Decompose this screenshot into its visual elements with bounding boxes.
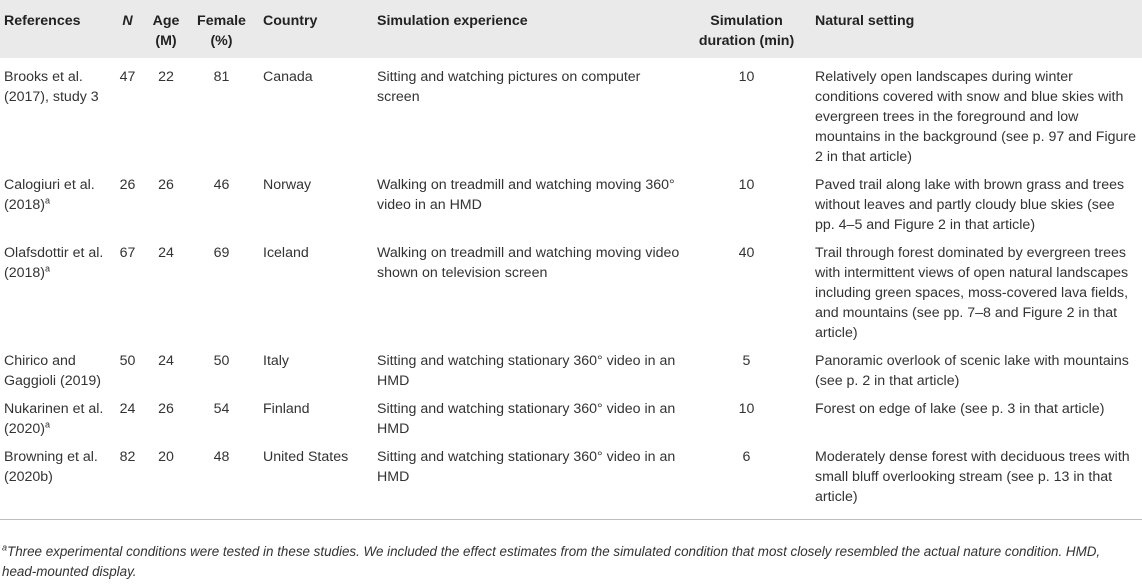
cell-female: 50	[213, 353, 230, 369]
reference-link[interactable]: Calogiuri et al. (2018)	[4, 177, 95, 213]
cell-n: 24	[119, 401, 136, 417]
header-age: Age (M)	[152, 13, 180, 49]
cell-reference	[0, 58, 111, 175]
footnote-marker: a	[45, 263, 51, 274]
cell-setting: Panoramic overlook of scenic lake with mountains (see p. 2 in that article)	[815, 353, 1129, 389]
cell-female: 81	[213, 69, 230, 85]
cell-country: Norway	[263, 177, 312, 193]
cell-country: Canada	[263, 69, 313, 85]
cell-n: 47	[119, 69, 136, 85]
table-row	[0, 58, 1142, 175]
header-duration: Simulation duration (min)	[698, 13, 795, 49]
cell-duration: 10	[738, 69, 755, 85]
cell-country: Italy	[263, 353, 290, 369]
cell-reference	[0, 399, 111, 447]
cell-experience: Walking on treadmill and watching moving video shown on television screen	[377, 245, 680, 281]
header-row	[0, 0, 1142, 58]
cell-duration: 40	[738, 245, 755, 261]
cell-female: 48	[188, 447, 255, 520]
cell-duration: 10	[738, 177, 755, 193]
cell-reference	[0, 243, 111, 351]
cell-country: United States	[255, 447, 369, 520]
cell-age: 26	[158, 401, 174, 417]
header-n: N	[122, 13, 133, 29]
cell-experience: Sitting and watching stationary 360° video in an HMD	[377, 401, 676, 437]
cell-experience: Sitting and watching pictures on computer screen	[377, 69, 641, 105]
cell-age: 24	[158, 245, 174, 261]
footnote-marker: a	[45, 195, 51, 206]
cell-reference	[0, 351, 111, 399]
table-header	[0, 0, 1142, 58]
table-row	[0, 447, 1142, 520]
header-experience: Simulation experience	[377, 13, 528, 29]
cell-reference	[0, 447, 111, 520]
cell-duration: 6	[686, 447, 807, 520]
reference-link[interactable]: Browning et al. (2020b)	[4, 449, 98, 485]
cell-setting: Moderately dense forest with deciduous trees with small bluff overlooking stream (see p. 13 in that article)	[807, 447, 1142, 520]
header-country: Country	[263, 13, 318, 29]
table-row	[0, 243, 1142, 351]
reference-link[interactable]: Chirico and Gaggioli (2019)	[4, 353, 102, 389]
cell-age: 22	[158, 69, 174, 85]
cell-duration: 10	[738, 401, 755, 417]
cell-n: 26	[119, 177, 136, 193]
header-female: Female (%)	[197, 13, 246, 49]
cell-age: 26	[158, 177, 174, 193]
cell-reference	[0, 175, 111, 243]
cell-experience: Sitting and watching stationary 360° video in an HMD	[377, 353, 676, 389]
reference-link[interactable]: Olafsdottir et al. (2018)	[4, 245, 104, 281]
cell-female: 54	[213, 401, 230, 417]
table-row	[0, 399, 1142, 447]
cell-country: Iceland	[263, 245, 309, 261]
cell-n: 67	[119, 245, 136, 261]
footnote-marker: a	[45, 419, 51, 430]
cell-country: Finland	[263, 401, 310, 417]
cell-n: 50	[119, 353, 136, 369]
cell-female: 46	[213, 177, 230, 193]
cell-setting: Paved trail along lake with brown grass and trees without leaves and partly cloudy blue skies (see pp. 4–5 and Figure 2 in that article)	[815, 177, 1125, 233]
footnote-marker: a	[2, 542, 8, 553]
cell-age: 24	[158, 353, 174, 369]
table-body	[0, 58, 1142, 520]
table-row	[0, 175, 1142, 243]
header-references: References	[4, 13, 81, 29]
footnote-text: Three experimental conditions were tested in these studies. We included the effect estimates from the simulated condition that most closely resembled the actual nature condition. HMD, head-mounted display.	[2, 544, 1101, 579]
cell-setting: Relatively open landscapes during winter conditions covered with snow and blue skies with evergreen trees in the foreground and low mountains in the background (see p. 97 and Figure 2 in that article)	[815, 69, 1136, 165]
cell-experience: Walking on treadmill and watching moving 360° video in an HMD	[377, 177, 675, 213]
table-row	[0, 351, 1142, 399]
cell-setting: Forest on edge of lake (see p. 3 in that article)	[815, 401, 1105, 417]
reference-link[interactable]: Nukarinen et al. (2020)	[4, 401, 104, 437]
cell-experience: Sitting and watching stationary 360° video in an HMD	[369, 447, 686, 520]
cell-n: 82	[111, 447, 144, 520]
cell-age: 20	[144, 447, 188, 520]
cell-female: 69	[213, 245, 230, 261]
header-setting: Natural setting	[815, 13, 915, 29]
reference-link[interactable]: Brooks et al. (2017), study 3	[4, 69, 99, 105]
cell-duration: 5	[742, 353, 751, 369]
table-footnote	[2, 542, 1138, 582]
cell-setting: Trail through forest dominated by evergreen trees with intermittent views of open natural landscapes including green spaces, moss-covered lava fields, and mountains (see pp. 7–8 and Figure 2 in that article)	[815, 245, 1129, 341]
